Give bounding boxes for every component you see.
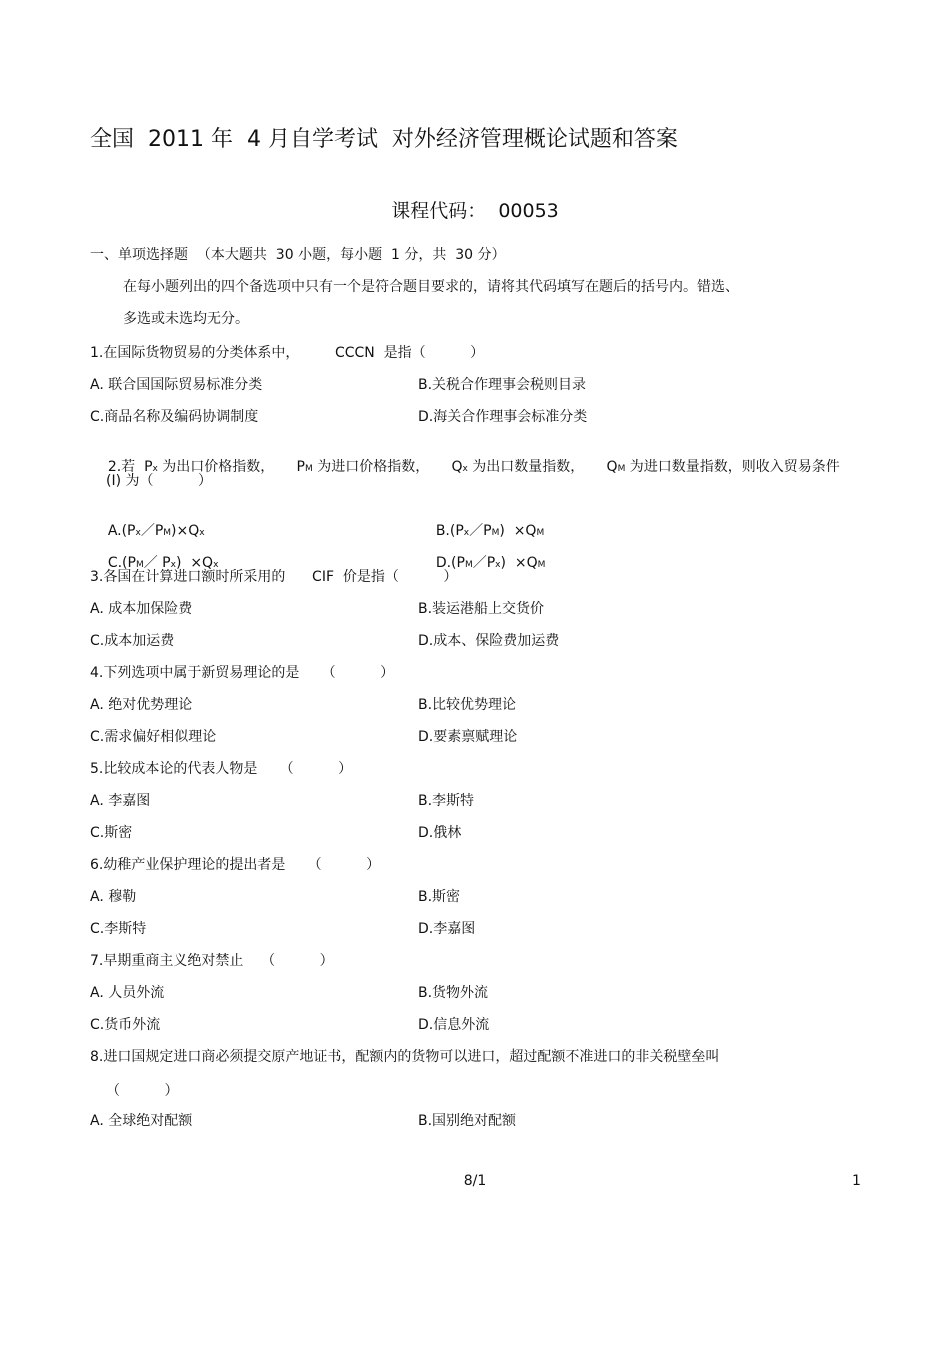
question-8-option-b: B.国别绝对配额 [418,1113,517,1129]
q2-subscript: x [152,464,158,474]
question-7-option-a: A. 人员外流 [90,985,165,1001]
q2-stem-text: 2.若 P [107,459,153,475]
question-3-option-a: A. 成本加保险费 [90,601,193,617]
page-ratio: 8/1 [463,1173,487,1189]
question-6-option-b: B.斯密 [418,889,461,905]
opt-text: ／P [472,555,496,571]
opt-sub: M [536,528,545,538]
question-5-option-c: C.斯密 [90,825,133,841]
question-6-option-d: D.李嘉图 [418,921,476,937]
question-4-stem: 4.下列选项中属于新贸易理论的是 （ ） [90,665,395,681]
opt-text: ) ×Q [500,555,538,571]
opt-text: ／ P [143,555,171,571]
opt-sub: x [463,528,470,538]
question-4-option-c: C.需求偏好相似理论 [90,729,217,745]
opt-sub: x [135,528,141,538]
question-4-option-d: D.要素禀赋理论 [418,729,518,745]
opt-sub: M [163,528,172,538]
question-3-option-b: B.装运港船上交货价 [418,601,545,617]
question-5-option-b: B.李斯特 [418,793,475,809]
q2-subscript: x [462,464,468,474]
question-8-stem-continued: （ ） [106,1083,179,1099]
question-2-stem-continued: (I) 为（ ） [106,473,213,489]
question-5-option-a: A. 李嘉图 [90,793,151,809]
question-6-option-a: A. 穆勒 [90,889,137,905]
instruction-line-1: 在每小题列出的四个备选项中只有一个是符合题目要求的，请将其代码填写在题后的括号内。错选、 [123,279,739,295]
question-7-option-d: D.信息外流 [418,1017,490,1033]
document-title: 全国 2011 年 4 月自学考试 对外经济管理概论试题和答案 [90,127,678,152]
q2-stem-text: 为出口价格指数， P [157,459,305,475]
question-6-stem: 6.幼稚产业保护理论的提出者是 （ ） [90,857,381,873]
course-code: 课程代码： 00053 [391,200,559,222]
q2-subscript: M [617,464,626,474]
section-heading: 一、单项选择题 （本大题共 30 小题，每小题 1 分，共 30 分） [90,247,506,263]
question-1-option-b: B.关税合作理事会税则目录 [418,377,587,393]
question-8-option-a: A. 全球绝对配额 [90,1113,193,1129]
opt-sub: M [135,560,144,570]
opt-text: ) ×Q [499,523,537,539]
opt-sub: M [537,560,546,570]
question-7-option-b: B.货物外流 [418,985,489,1001]
opt-sub: x [170,560,176,570]
page-number: 1 [852,1173,861,1189]
question-7-stem: 7.早期重商主义绝对禁止 （ ） [90,953,334,969]
opt-text: ) ×Q [175,555,214,571]
question-1-option-a: A. 联合国国际贸易标准分类 [90,377,263,393]
instruction-line-2: 多选或未选均无分。 [123,311,249,327]
opt-text: D.(P [435,555,465,571]
opt-sub: x [199,528,205,538]
opt-text: C.(P [107,555,136,571]
q2-stem-text: 为出口数量指数， Q [467,459,618,475]
q2-stem-text: 为进口数量指数，则收入贸易条件 [625,459,840,475]
question-1-stem: 1.在国际货物贸易的分类体系中， CCCN 是指（ ） [90,345,485,361]
question-5-option-d: D.俄林 [418,825,462,841]
question-4-option-b: B.比较优势理论 [418,697,517,713]
question-6-option-c: C.李斯特 [90,921,147,937]
question-1-option-d: D.海关合作理事会标准分类 [418,409,588,425]
opt-text: ／P [469,523,492,539]
question-3-option-c: C.成本加运费 [90,633,175,649]
question-1-option-c: C.商品名称及编码协调制度 [90,409,259,425]
opt-text: )×Q [171,523,200,539]
question-3-option-d: D.成本、保险费加运费 [418,633,560,649]
opt-sub: x [213,560,219,570]
opt-sub: M [491,528,500,538]
question-7-option-c: C.货币外流 [90,1017,161,1033]
opt-text: ／P [140,523,164,539]
opt-text: A.(P [107,523,136,539]
question-4-option-a: A. 绝对优势理论 [90,697,193,713]
question-5-stem: 5.比较成本论的代表人物是 （ ） [90,761,353,777]
question-8-stem: 8.进口国规定进口商必须提交原产地证书，配额内的货物可以进口，超过配额不准进口的非关税壁垒叫 [90,1049,720,1065]
opt-text: B.(P [435,523,464,539]
opt-sub: M [464,560,473,570]
opt-sub: x [495,560,501,570]
question-3-stem: 3.各国在计算进口额时所采用的 CIF 价是指（ ） [90,569,458,585]
q2-subscript: M [305,464,313,474]
q2-stem-text: 为进口价格指数， Q [312,459,463,475]
